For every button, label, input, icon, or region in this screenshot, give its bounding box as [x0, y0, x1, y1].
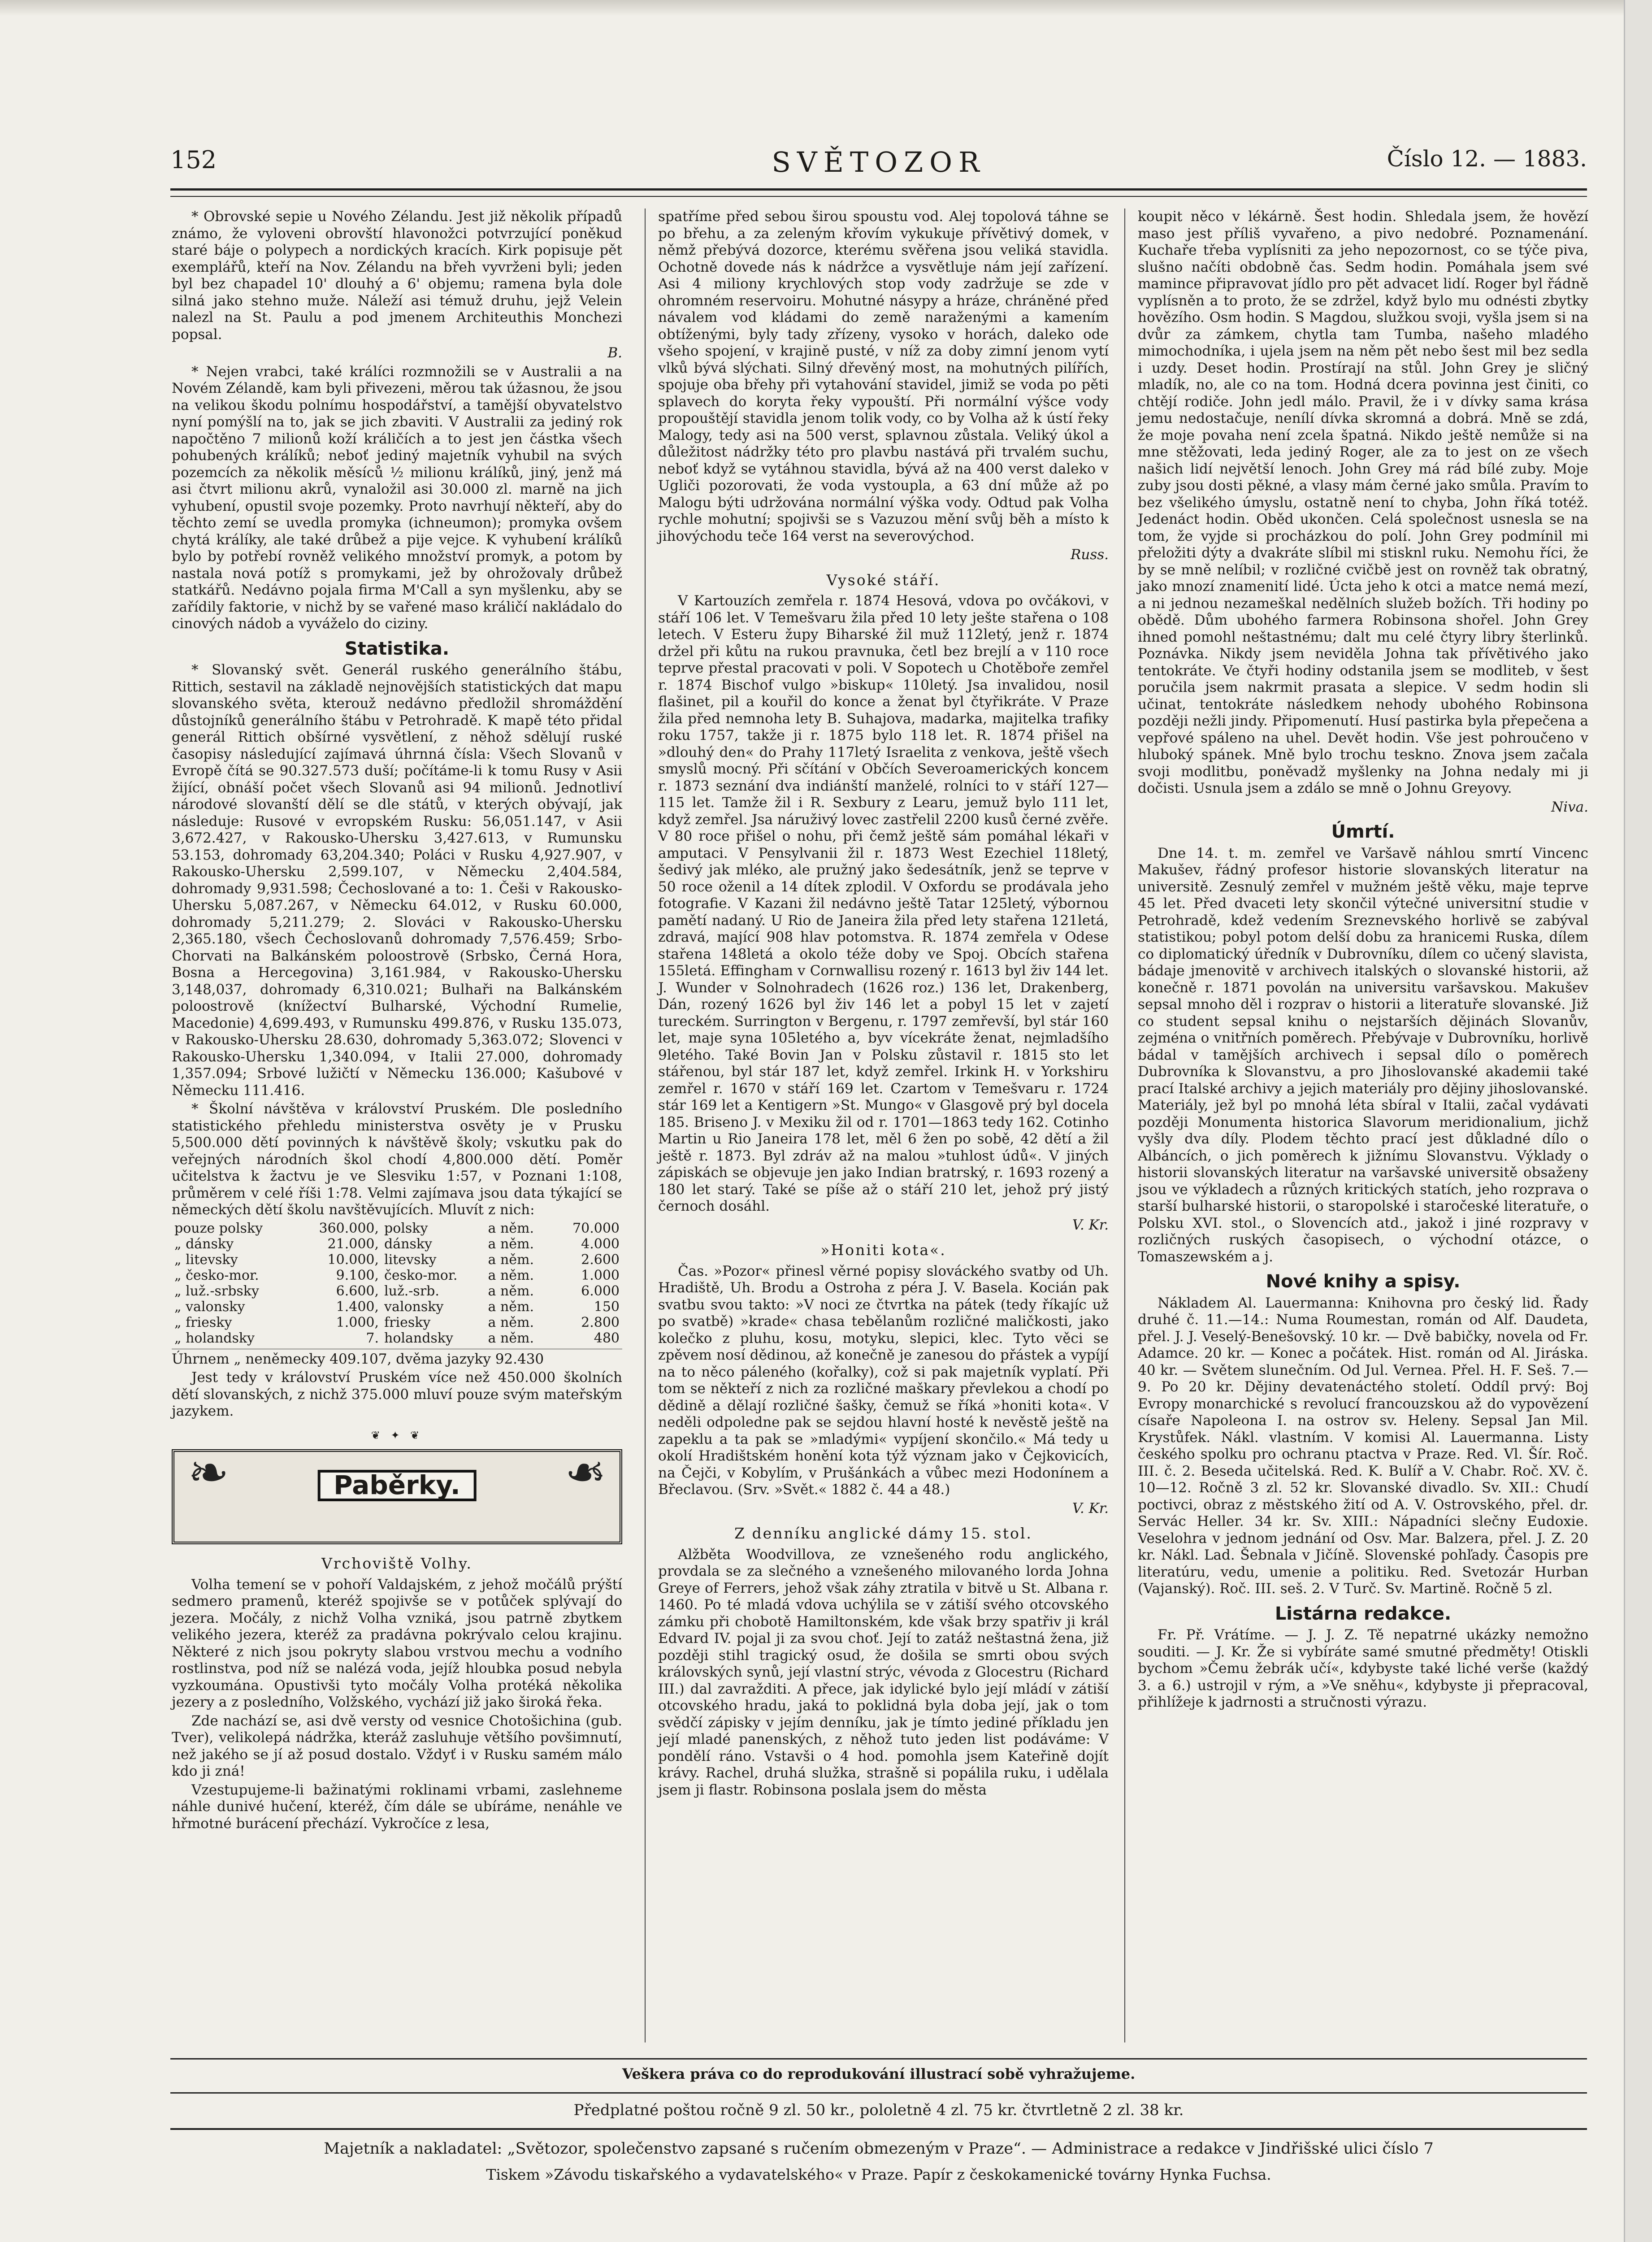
language-cell: 6.600, — [336, 1283, 379, 1299]
page-header — [170, 146, 1587, 182]
article-skolni-conclusion: Jest tedy v království Pruském více než 450.000 školních dětí slovanských, z nichž 375.000 mluví pouze svým mateřským jazykem. — [172, 1369, 622, 1419]
article-volhy-cont: spatříme před sebou širou spoustu vod. Alej topolová táhne se po břehu, a za zeleným křovím vykukuje přívětivý domek, v němž přebývá dozorce, kterému svěřena jsou veliká stavidla. Ochotně dovede nás k nádržce a vysvětluje nám její zařízení. Asi 4 miliony krychlových stop vody zadržuje se zde v ohromném reservoiru. Mohutné násypy a hráze, chráněné před návalem vod kládami do země naraženými a kamením obtíženými, byly tady zřízeny, vysoko v horách, daleko ode všeho spojení, v krajině pusté, v níž za doby zimní jenom vytí vlků bývá slýchati. Silný dřevěný most, na mohutných pilířích, spojuje oba břehy při vytahování stavidel, jimiž se voda po pěti splavech do koryta řeky vypouští. Při normální výšce vody propouštějí stavidla jenom tolik vody, co by Volha až k ústí řeky Malogy, tedy asi na 500 verst, splavnou zůstala. Veliký úkol a důležitost nádržky této pro plavbu nastává při trvalém suchu, neboť když se vytáhnou stavidla, bývá až na 400 verst daleko v Ugliči pozorovati, že voda vystoupla, a 63 dní může až po Malogu býti udržována normální výška vody. Odtud pak Volha rychle mohutní; spojivši se s Vazuzou mění svůj běh a místo k jihovýchodu teče 164 verst na severovýchod. — [658, 209, 1109, 544]
language-cell: 480 — [594, 1330, 620, 1346]
page-right-edge — [1624, 0, 1652, 2242]
language-cell: 9.100, — [336, 1267, 379, 1283]
language-cell: česko-mor. — [384, 1267, 458, 1283]
footer-rule — [170, 2128, 1587, 2130]
article-volhy-3: Vzestupujeme-li bažinatými roklinami vrbami, zaslehneme náhle dunivé hučení, kteréž, čím dále se ubíráme, nenáhle ve hřmotné burácení přechází. Vykročíce z lesa, — [172, 1781, 622, 1832]
language-cell: 150 — [594, 1299, 620, 1315]
article-volhy-2: Zde nachází se, asi dvě versty od vesnice Chotošichina (gub. Tver), velikolepá nádržka, kteráž zasluhuje většího povšimnutí, než jakého se jí až posud dostalo. Vždyť i v Rusku samém málo kdo ji zná! — [172, 1712, 622, 1779]
article-honiti-kota: Čas. »Pozor« přinesl věrné popisy slováckého svatby od Uh. Hradiště, Uh. Brodu a Ostroha z péra J. V. Basela. Kocián pak svatbu svou takto: »V noci ze čtvrtka na pátek (tedy říkajíc už po svatbě) »krade« chasa tebělanům rozličné maličkosti, jako kolečko z pluhu, kosu, motyku, slepici, klec. Tyto věci se zpěvem nosí dědinou, až konečně je zanesou do přástek a vypíjí na to něco páleného (kořalky), což si pak majetník vyplatí. Při tom se někteří z nich za rozličné maškary převlekou a chodí po dědině a dělají rozličné šašky, čemuž se říká »honiti kota«. V neděli odpoledne pak se sejdou hlavní hosté k nevěstě ještě na zapeklu a ta pak se »mladými« vypíjení skončilo.« Má tedy u okolí Hradištském honění kota týž význam jako v Čejkovicích, na Čejči, v Kobylím, v Prušánkách a vůbec mezi Hodonínem a Břeclavou. (Srv. »Svět.« 1882 č. 44 a 48.) — [658, 1263, 1109, 1498]
article-listarna: Fr. Př. Vrátíme. — J. J. Z. Tě nepatrné ukázky nemožno souditi. — J. Kr. Že si vybíráte samé smutné předměty! Otiskli bychom »Čemu žebrák učí«, kdybyste také liché verše (každý 3. a 6.) ustrojil v rým, a »Ve sněhu«, kdybyste ji přepracoval, přihlížeje k jadrnosti a stručnosti výrazu. — [1138, 1627, 1588, 1710]
section-heading-listarna: Listárna redakce. — [1275, 1603, 1452, 1624]
footer-rule — [170, 2058, 1587, 2060]
language-cell: „ litevsky — [174, 1251, 238, 1268]
issue-label: Číslo 12. — 1883. — [1387, 146, 1587, 172]
language-cell: a něm. — [488, 1251, 534, 1268]
article-dennik-cont: koupit něco v lékárně. Šest hodin. Shledala jsem, že hovězí maso jest příliš vyvařeno, a pivo nedobré. Poznamenání. Kuchaře třeba vyplísniti za jeho nepozornost, co se týče piva, slušno načíti obdobně čas. Sedm hodin. Pomáhala jsem své mamince připravovat jídlo pro pět advacet lidí. Roger byl řádně vyplísněn a to proto, že se zdržel, když bylo mu odnésti zbytky hovězího. Osm hodin. S Magdou, služkou svoji, vyšla jsem si na dvůr za zámkem, chytla tam Tumba, našeho mladého mimochodníka, i ujela jsem na něm pět nebo šest mil bez sedla i uzdy. Deset hodin. Prostírají na stůl. John Grey je sličný mladík, no, ale co na tom. Hodná dcera povinna jest činiti, co chtějí rodiče. John jedl málo. Pravil, že i v dívky sama krása jemu nedostačuje, nenílí dívka skromná a dobrá. Mně se zdá, že moje povaha není zcela špatná. Nikdo ještě nemůže si na mne stěžovati, leda jediný Roger, ale za to jest on ze všech našich lidí největší lenoch. John Grey má rád bílé zuby. Moje zuby jsou dosti pěkné, a vlasy mám černé jako smůla. Pravím to bez všelikého úmyslu, ostatně není to chyba, John říká totéž. Jedenáct hodin. Oběd ukončen. Celá společnost usnesla se na tom, že vyjde si procházkou do polí. John Grey podmínil mi přeložiti dýty a dvakráte slíbil mi stisknl ruku. Nemohu říci, že by se mně nelíbil; v rozličné cvičbě jest on rovněž tak obratný, jako mnozí znamenití lidé. Úcta jeho k otci a matce nemá mezí, a ni jednou nezameškal nedělních služeb božích. Tři hodiny po obědě. Dům ubohého farmera Robinsona shořel. John Grey ihned pomohl neštastnému; dalt mu celé čtyry libry šterlinků. Poznávka. Nikdy jsem neviděla Johna tak přívětivého jako tentokráte. Ve čtyři hodiny odstanila jsem se modliteb, v šest poručila jsem nakrmit prasata a slepice. V sedm hodin sli učinat, tentokráte následkem nehody ubohého Robinsona později nežli jindy. Připomenutí. Husí pastirka byla přepečena a vepřové spáleno na uhel. Devět hodin. Vše jest pohroučeno v hluboký spánek. Mně bylo trochu teskno. Znova jsem začala svoji modlitbu, poněvadž myšlenky na Johna nedaly mi ji dočisti. Usnula jsem a zdálo se mně o Johnu Greyovy. — [1138, 209, 1588, 796]
language-cell: 7. — [366, 1330, 379, 1346]
article-vysoke-stari: V Kartouzích zemřela r. 1874 Hesová, vdova po ovčákovi, v stáří 106 let. V Temešvaru žila před 10 lety ješte stařena o 108 letech. V Esteru župy Biharské žil muž 112letý, jenž r. 1874 držel při kůtu na rukou pravnuka, četl bez brejlí a v 110 roce teprve přestal pracovati v poli. V Sopotech u Chotěboře zemřel r. 1874 Bischof vulgo »biskup« 110letý. Jsa invalidou, nosil flašinet, pil a kouřil do konce a ženat byl čtyřikráte. V Praze žila před nemnoha lety B. Suhajova, madarka, majitelka trafiky roku 1757, takže ji r. 1875 bylo 118 let. R. 1874 přišel na »dlouhý den« do Prahy 117letý Israelita z venkova, ještě všech smyslů mocný. Při sčítání v Občích Severoamerických koncem r. 1873 seznání dva indiánští manželé, rolníci to v stáří 127—115 let. Tamže žil i R. Sexbury z Learu, jemuž bylo 111 let, když zemřel. Jsa náruživý lovec zastřelil 2200 kusů černé zvěře. V 80 roce přišel o nohu, při čemž ještě sám pomáhal lékaři v amputaci. V Pensylvanii žil r. 1873 West Ezechiel 118letý, šedivý jak mléko, ale pružný jako šedesátník, jenž se teprve v 50 roce oženil a 14 dítek zplodil. V Oxfordu se prodávala jeho fotografie. V Kazani žil nedávno ještě Tatar 125letý, výbornou pamětí nadaný. U Rio de Janeira žila před lety stařena 121letá, zdravá, mající 908 hlav potomstva. R. 1874 zemřela v Odese stařena 148letá a okolo téže doby ve Spoj. Obcích stařena 155letá. Effingham v Cornwallisu rozený r. 1613 byl živ 144 let. J. Wunder v Solnohradech (1626 roz.) 136 let, Drakenberg, Dán, rozený 1626 byl živ 146 let a pobyl 15 let v zajetí tureckém. Surrington v Bergenu, r. 1797 zemřevší, byl stár 160 let, maje syna 105letého a, byv vícekráte ženat, nejmladšího 9letého. Také Bovin Jan v Polsku zůstavil r. 1815 sto let stářenou, byl stár 187 let, když zemřel. Irkink H. v Yorkshiru zemřel r. 1670 v stáří 169 let. Czartom v Temešvaru r. 1724 stár 169 let a Kentigern »St. Mungo« v Glasgově prý byl docela 185. Briseno J. v Mexiku žil od r. 1701—1863 tedy 162. Cotinho Martin u Rio Janeira 178 let, měl 6 žen po sobě, 42 dětí a žil ještě r. 1873. Byl zdráv až na malou »tuhlost údů«. V jiných zápiskách se objevuje jen jako Indian bratrský, r. 1693 rozený a 180 let starý. Také se píše až o stáří 210 let, jehož prý jistý černoch dosáhl. — [658, 593, 1109, 1214]
article-skolni-navsteva: * Školní návštěva v království Pruském. Dle posledního statistického přehledu ministerstva osvěty je v Prusku 5,500.000 dětí povinných k návštěvě školy; vskutku pak do veřejných národních škol chodí 4,800.000 dětí. Poměr učitelstva k žactvu je ve Slesviku 1:57, v Poznani 1:108, průměrem v celé říši 1:78. Velmi zajímava jsou data týkající se německých dětí školu navštěvujících. Mluvít z nich: — [172, 1101, 622, 1218]
language-row — [172, 1299, 622, 1315]
language-cell: „ luž.-srbsky — [174, 1283, 259, 1299]
article-slovansky-svet: * Slovanský svět. Generál ruského generálního štábu, Rittich, sestavil na základě nejnovějších statistických dat mapu slovanského světa, kterouž nedávno předložil shromáždění důstojníků generálního štábu v Petrohradě. K mapě této přidal generál Rittich obšírné vysvětlení, z něhož sdělují ruské časopisy následující zajímavá úhrnná čísla: Všech Slovanů v Evropě čítá se 90.327.573 duší; počítáme-li k tomu Rusy v Asii žijící, obnáší počet všech Slovanů asi 94 milionů. Jednotliví národové slovanští dělí se dle států, v kterých obývají, jak následuje: Rusové v evropském Rusku: 56,051.147, v Asii 3,672.427, v Rakousko-Uhersku 3,427.613, v Rumunsku 53.153, dohromady 63,204.340; Poláci v Rusku 4,927.907, v Rakousko-Uhersku 2,599.107, v Německu 2,404.584, dohromady 9,931.598; Čechoslované a to: 1. Češi v Rakousko-Uhersku 5,087.267, v Německu 64.012, v Rusku 60.000, dohromady 5,211.279; 2. Slováci v Rakousko-Uhersku 2,365.180, všech Čechoslovanů dohromady 7,576.459; Srbo-Chorvati na Balkánském poloostrově (Srbsko, Černá Hora, Bosna a Hercegovina) 3,161.984, v Rakousko-Uhersku 3,148,037, dohromady 6,310.021; Bulhaři na Balkánském poloostrově (knížectví Bulharské, Východní Rumelie, Macedonie) 4,699.493, v Rumunsku 499.876, v Rusku 135.073, v Rakousko-Uhersku 28.630, dohromady 5,363.072; Slovenci v Rakousko-Uhersku 1,340.094, v Italii 27.000, dohromady 1,357.094; Srbové lužičtí v Německu 136.000; Kašubové v Německu 111.416. — [172, 662, 622, 1099]
language-row — [172, 1236, 622, 1252]
language-cell: a něm. — [488, 1236, 534, 1252]
article-knihy: Nákladem Al. Lauermanna: Knihovna pro český lid. Řady druhé č. 11.—14.: Numa Roumestan, román od Alf. Daudeta, přel. J. J. Veselý-Benešovský. 10 kr. — Dvě babičky, novela od Fr. Adamce. 20 kr. — Konec a počátek. Hist. román od Al. Jiráska. 40 kr. — Světem slunečním. Od Jul. Vernea. Přel. H. F. Seš. 7.—9. Po 20 kr. Dějiny devatenáctého století. Oddíl prvý: Boj Evropy monarchické s revolucí francouzskou až do vypovězení císaře Napoleona I. na ostrov sv. Heleny. Sepsal Jan Mil. Krystůfek. Nákl. vlastním. V komisi Al. Lauermanna. Listy českého spolku pro ochranu ptactva v Praze. Red. Vl. Šír. Roč. III. č. 2. Beseda učitelská. Red. K. Bulíř a V. Chabr. Roč. XV. č. 10—12. Ročně 3 zl. 52 kr. Slovanské divadlo. Sv. XII.: Chudí poctivci, obraz z městského žití od A. V. Ostrovského, přel. dr. Servác Heller. 34 kr. Sv. XIII.: Nápadníci slečny Eudoxie. Veselohra v jednom jednání od Osv. Mar. Balzera, přel. J. Z. 20 kr. Nákl. Lad. Šebnala v Jičíně. Slovenské pohľady. Časopis pre literatúru, vedu, umenie a politiku. Red. Svetozár Hurban (Vajanský). Roč. III. seš. 2. V Turč. Sv. Martině. Ročně 5 zl. — [1138, 1295, 1588, 1597]
language-cell: polsky — [384, 1220, 428, 1236]
language-cell: dánsky — [384, 1236, 432, 1252]
flourish-left-icon: ❧ — [188, 1444, 230, 1501]
paberky-title: Paběrky. — [317, 1470, 477, 1501]
language-cell: 2.600 — [581, 1251, 620, 1268]
ornament-divider: ❦ ✦ ❦ — [371, 1429, 423, 1442]
language-cell: 1.000, — [336, 1314, 379, 1330]
language-cell: a něm. — [488, 1299, 534, 1315]
page-title: SVĚTOZOR — [772, 146, 986, 178]
language-row — [172, 1252, 622, 1268]
language-cell: holandsky — [384, 1330, 453, 1346]
column-left — [172, 209, 622, 1834]
subheading-dennik: Z denníku anglické dámy 15. stol. — [734, 1525, 1032, 1542]
article-kralici: * Nejen vrabci, také králíci rozmnožili se v Australii a na Novém Zélandě, kam byli přivezeni, měrou tak úžasnou, že jsou na velikou škodu polnímu hospodářství, a tamější obyvatelstvo nyní pomýšlí na to, jak se jich zbaviti. V Australii za jediný rok napočtěno 7 milionů koží králičích a to jest jen částka všech pohubených králíků; neboť jediný majetník vyhubil na svých pozemcích za několik měsíců ½ milionu králíků, jiný, jenž má asi čtvrt milionu akrů, vynaložil asi 30.000 zl. marně na jich vyhubení, opustil svoje pozemky. Proto navrhují někteří, aby do těchto zemí se uvedla promyka (ichneumon); promyka ovšem chytá králíky, ale také drůbež a pije vejce. K vyhubení králíků bylo by potřebí rovněž velikého množství promyk, a potom by nastala nová potíž s promykami, jež by ohrožovaly drůbež statkářů. Nedávno pojala firma M'Call a syn myšlenku, aby se zařídily faktorie, v nichž by se vařené maso králičí nakládalo do cinových nádob a vyváželo do ciziny. — [172, 363, 622, 632]
paberky-banner — [172, 1444, 622, 1544]
page-number: 152 — [170, 146, 217, 174]
signature: B. — [607, 345, 622, 361]
article-sepie: * Obrovské sepie u Nového Zélandu. Jest již několik případů známo, že vyloveni obrovští hlavonožci potvrzující poněkud staré báje o polypech a nordických kracích. Kirk popisuje pět exemplářů, kteří na Nov. Zélandu na břeh vyvrženi byli; jeden byl bez chapadel 10' dlouhý a 6' objemu; ramena byla dole silná jako stehno muže. Náleží asi témuž druhu, jejž Velein nalezl na St. Paulu a pod jmenem Architeuthis Monchezi popsal. — [172, 209, 622, 343]
language-cell: 1.400, — [336, 1299, 379, 1315]
language-row — [172, 1283, 622, 1299]
language-row — [172, 1330, 622, 1346]
footer-publisher: Majetník a nakladatel: „Světozor, společenstvo zapsané s ručením obmezeným v Praze“. — Administrace a redakce v Jindřišské ulici číslo 7 — [324, 2140, 1434, 2158]
column-divider — [1124, 209, 1125, 2042]
language-cell: luž.-srb. — [384, 1283, 439, 1299]
header-rule — [170, 188, 1587, 197]
signature: V. Kr. — [1072, 1500, 1109, 1516]
language-cell: a něm. — [488, 1220, 534, 1236]
signature: Niva. — [1551, 799, 1588, 815]
language-cell: „ česko-mor. — [174, 1267, 259, 1283]
language-cell: 4.000 — [581, 1236, 620, 1252]
language-cell: 2.800 — [581, 1314, 620, 1330]
column-divider — [645, 209, 646, 2042]
footer-subscription: Předplatné poštou ročně 9 zl. 50 kr., pololetně 4 zl. 75 kr. čtvrtletně 2 zl. 38 kr. — [573, 2101, 1184, 2119]
language-cell: „ friesky — [174, 1314, 232, 1330]
language-cell: valonsky — [384, 1299, 444, 1315]
signature: Russ. — [1071, 547, 1109, 563]
column-right — [1138, 209, 1588, 1713]
language-total: Úhrnem „ neněmecky 409.107, dvěma jazyky 92.430 — [172, 1349, 622, 1368]
language-cell: 6.000 — [581, 1283, 620, 1299]
language-cell: a něm. — [488, 1267, 534, 1283]
language-cell: 10.000, — [327, 1251, 379, 1268]
footer-printer: Tiskem »Závodu tiskařského a vydavatelského« v Praze. Papír z českokamenické továrny Hynka Fuchsa. — [486, 2166, 1271, 2183]
section-heading-umrti: Úmrtí. — [1331, 821, 1395, 842]
footer-rule — [170, 2092, 1587, 2094]
language-table — [172, 1221, 622, 1346]
language-row — [172, 1315, 622, 1330]
language-cell: 21.000, — [327, 1236, 379, 1252]
language-cell: a něm. — [488, 1314, 534, 1330]
language-row — [172, 1268, 622, 1283]
section-heading-statistika: Statistika. — [344, 638, 450, 659]
section-heading-knihy: Nové knihy a spisy. — [1266, 1271, 1461, 1292]
language-cell: 360.000, — [319, 1220, 379, 1236]
article-umrti: Dne 14. t. m. zemřel ve Varšavě náhlou smrtí Vincenc Makušev, řádný profesor historie slovanských literatur na universitě. Zesnulý zemřel v mužném ještě věku, maje teprve 45 let. Před dvaceti lety skončil výtečné universitní studie v Petrohradě, kdež vedením Sreznevského horlivě se zabýval statistikou; pobyl potom delší dobu za hranicemi Ruska, dílem co diplomatický úředník v Dubrovníku, dílem co učený slavista, bádaje jmenovitě v archivech italských o slovanské historii, až konečně r. 1871 povolán na universitu varšavskou. Makušev sepsal mnoho děl i rozprav o historii a literatuře slovanské. Již co student sepsal knihu o nejstarších dějinách Slovanův, zejména o vnitřních poměrech. Přebývaje v Dubrovníku, horlivě bádal v tamějších archivech i sepsal dílo o poměrech Dubrovníka k Slovanstvu, a pro Jihoslovanské akademii také prací Italské archivy a jejich materiály pro dějiny jihoslovanské. Materiály, jež byl po mnohá léta sbíral v Italii, začal vydávati později Monumenta historica Slavorum meridionalium, jichž vyšly dva díly. Plodem těchto prací jest důkladné dílo o Albáncích, o jich poměrech k jižnímu Slovanstvu. Výklady o historii slovanských literatur na varšavské universitě obsaženy jsou ve výkladech a různých kritických statích, jeho rozprava o starší bulharské historii, o staropolské i staročeské literatuře, o Polsku XVI. stol., o Slovencích atd., jakož i jiné rozpravy v rozličných ruských časopisech, o východní otázce, o Tomaszewském a j. — [1138, 845, 1588, 1265]
subheading-honiti-kota: »Honiti kota«. — [820, 1241, 946, 1259]
language-cell: pouze polsky — [174, 1220, 263, 1236]
footer-rights: Veškera práva co do reprodukování illustrací sobě vyhražujeme. — [622, 2065, 1136, 2082]
subheading-vysoke-stari: Vysoké stáří. — [826, 571, 941, 589]
flourish-right-icon: ❧ — [564, 1444, 606, 1501]
language-cell: 70.000 — [572, 1220, 620, 1236]
language-cell: a něm. — [488, 1283, 534, 1299]
language-cell: „ valonsky — [174, 1299, 245, 1315]
language-cell: „ holandsky — [174, 1330, 255, 1346]
language-cell: a něm. — [488, 1330, 534, 1346]
language-cell: 1.000 — [581, 1267, 620, 1283]
page-top-edge — [0, 0, 1625, 16]
language-cell: „ dánsky — [174, 1236, 234, 1252]
language-row — [172, 1221, 622, 1236]
article-dennik: Alžběta Woodvillova, ze vznešeného rodu anglického, provdala se za slečného a vznešeného milovaného lorda Johna Greye of Ferrers, jehož však záhy ztratila v bitvě u St. Albana r. 1460. Po té mladá vdova uchýlila se v zátiší svého otcovského zámku při chobotě Hamiltonském, kde však brzy spatřiv ji král Edvard IV. pojal ji za svou choť. Její to zatáž neštastná žena, již později stihl tragický osud, že došila se smrti obou svých královských synů, její vlastní strýc, vévoda z Glocestru (Richard III.) dal zavražditi. A přece, jak idylické bylo její mládí v zátiší otcovského hradu, jaká to poklidná byla doba její, jak o tom svědčí zápisky v jejím denníku, jak je tímto jediné příkladu jen její mladé panenských, z něhož tuto jeden list podáváme: V pondělí ráno. Vstavši o 4 hod. pomohla jsem Kateřině dojít krávy. Rachel, druhá služka, strašně si popálila ruku, i udělala jsem ji flastr. Robinsona poslala jsem do města — [658, 1546, 1109, 1798]
language-cell: litevsky — [384, 1251, 437, 1268]
language-cell: friesky — [384, 1314, 431, 1330]
column-middle — [658, 209, 1109, 1800]
subheading-vrchoviste-volhy: Vrchoviště Volhy. — [321, 1555, 473, 1572]
signature: V. Kr. — [1072, 1217, 1109, 1233]
article-volhy-1: Volha temení se v pohoří Valdajském, z jehož močálů prýští sedmero pramenů, kteréž spojivše se v potůček splývají do jezera. Močály, z nichž Volha vzniká, jsou patrně zbytkem velikého jezera, kteréž za pradávna pokrývalo celou krajinu. Některé z nich jsou pokryty slabou vrstvou mechu a vodního rostlinstva, pod níž se nalézá voda, jejíž hloubka posud nebyla vyzkoumána. Opustivši tyto močály Volha protéká několika jezery a z posledního, Volžského, vychází již jako široká řeka. — [172, 1576, 622, 1710]
